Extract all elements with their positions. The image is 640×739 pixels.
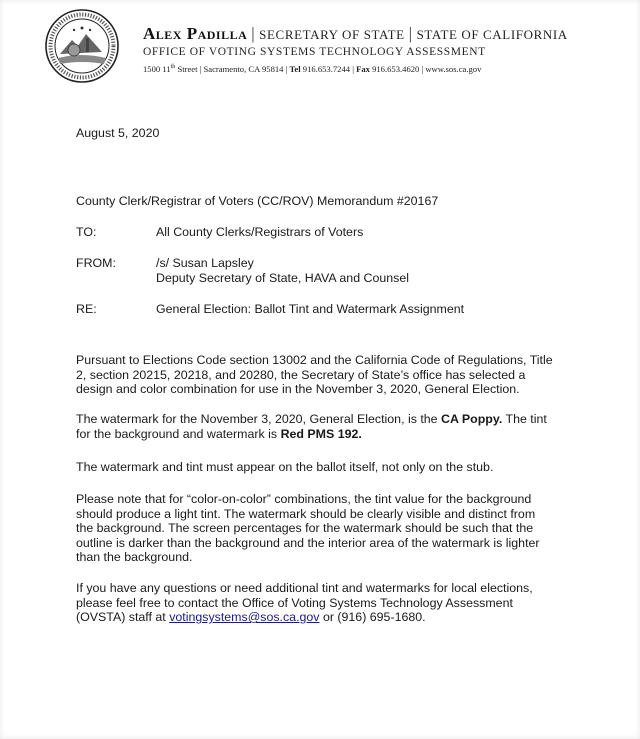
secretary-name: Alex Padilla [143,24,248,43]
watermark-name: CA Poppy. [441,412,503,426]
paragraph-line: 2, section 20215, 20218, and 20280, the Secretary of State’s office has selected a [76,367,526,382]
paragraph-line [76,427,596,442]
paragraph-watermark [76,412,596,441]
paragraph-line: than the background. [76,550,193,565]
to-label: TO: [76,225,97,239]
fax-value: 916.653.4620 | www.sos.ca.gov [369,64,482,74]
from-label: FROM: [76,256,116,270]
tint-name: Red PMS 192. [280,426,362,441]
paragraph-line: should produce a light tint. The watermark should be clearly visible and distinct from [76,506,536,521]
tel-value: 916.653.7244 | [300,64,357,74]
office-name: OFFICE OF VOTING SYSTEMS TECHNOLOGY ASSESSMENT [143,46,486,58]
paragraph-line: If you have any questions or need additional tint and watermarks for local elections, [76,581,533,595]
memo-heading: County Clerk/Registrar of Voters (CC/ROV) Memorandum #20167 [76,194,439,208]
paragraph-line [76,610,596,625]
text-run: (OVSTA) staff at [76,610,170,625]
text-run: or (916) 695-1680. [319,610,426,625]
from-title: Deputy Secretary of State, HAVA and Counsel [156,271,409,285]
address-suffix: th [170,64,176,71]
letterhead-title-line [143,24,568,44]
text-run: The watermark for the November 3, 2020, General Election, is the [76,412,442,426]
state-name: STATE OF CALIFORNIA [416,27,568,42]
paragraph-line: Please note that for “color-on-color” combinations, the tint value for the background [76,492,532,506]
fax-label: Fax [356,64,370,74]
paragraph-line: The watermark and tint must appear on the ballot itself, not only on the stub. [76,460,494,474]
from-signature: /s/ Susan Lapsley [156,256,254,270]
paragraph-line: the background. The screen percentages for the watermark should be such that the [76,521,534,536]
text-run: The tint [502,412,547,426]
paragraph-line [76,412,596,427]
paragraph-color-note [76,492,596,565]
paragraph-line: outline is darker than the background and the interior area of the watermark is lighter [76,535,540,550]
paragraph-line: please feel free to contact the Office of Voting Systems Technology Assessment [76,595,513,610]
paragraph-line: Pursuant to Elections Code section 13002 and the California Code of Regulations, Title [76,353,553,367]
paragraph-line: design and color combination for use in the November 3, 2020, General Election. [76,382,520,397]
text-run: for the background and watermark is [76,426,281,441]
to-value: All County Clerks/Registrars of Voters [156,225,364,239]
re-label: RE: [76,302,97,316]
tel-label: Tel [289,64,301,74]
letterhead-address [143,64,481,74]
re-value: General Election: Ballot Tint and Watermark Assignment [156,302,465,316]
separator: | [251,24,256,43]
address-number: 1500 11 [143,64,171,74]
paragraph-contact [76,581,596,625]
secretary-title: SECRETARY OF STATE [259,27,405,42]
email-link[interactable]: votingsystems@sos.ca.gov [169,610,320,625]
paragraph-authority [76,353,596,397]
memo-date: August 5, 2020 [76,126,160,140]
paragraph-ballot [76,460,596,475]
address-street: Street | Sacramento, CA 95814 | [175,64,290,74]
separator: | [408,24,413,43]
state-seal-logo [44,8,120,84]
